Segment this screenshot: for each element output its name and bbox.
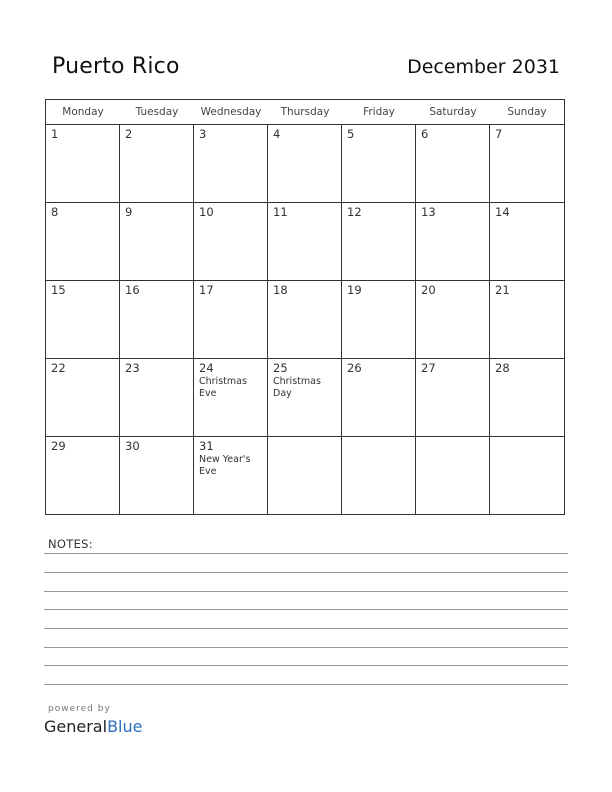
- day-cell: [490, 281, 564, 358]
- week-row: [46, 437, 564, 514]
- page-title: Puerto Rico: [52, 54, 180, 79]
- date-number: 13: [421, 205, 436, 219]
- brand-part-general: General: [44, 717, 108, 736]
- day-cell: [194, 359, 268, 436]
- week-row: [46, 203, 564, 281]
- day-cell: [342, 203, 416, 280]
- date-number: 8: [51, 205, 59, 219]
- day-cell: [490, 203, 564, 280]
- date-number: 22: [51, 361, 66, 375]
- day-cell: [490, 125, 564, 202]
- day-cell: [46, 359, 120, 436]
- day-cell: [416, 437, 490, 514]
- date-number: 11: [273, 205, 288, 219]
- day-cell: [416, 203, 490, 280]
- date-number: 4: [273, 127, 281, 141]
- powered-by-text: powered by: [48, 704, 111, 714]
- date-number: 30: [125, 439, 140, 453]
- date-number: 31: [199, 439, 214, 453]
- day-cell: [194, 437, 268, 514]
- date-number: 18: [273, 283, 288, 297]
- note-line: [44, 684, 568, 685]
- day-header-monday: Monday: [62, 106, 104, 118]
- date-number: 29: [51, 439, 66, 453]
- note-line: [44, 609, 568, 610]
- brand-part-blue: Blue: [107, 717, 143, 736]
- day-cell: [342, 125, 416, 202]
- date-number: 10: [199, 205, 214, 219]
- day-cell: [120, 359, 194, 436]
- day-cell: [490, 437, 564, 514]
- day-header-row: [46, 100, 564, 125]
- day-cell: [490, 359, 564, 436]
- day-cell: [120, 125, 194, 202]
- day-header-thursday: Thursday: [280, 106, 330, 118]
- day-cell: [194, 203, 268, 280]
- week-row: [46, 359, 564, 437]
- note-line: [44, 665, 568, 666]
- day-cell: [268, 281, 342, 358]
- date-number: 23: [125, 361, 140, 375]
- date-number: 27: [421, 361, 436, 375]
- day-header-sunday: Sunday: [507, 106, 547, 118]
- day-cell: [342, 437, 416, 514]
- day-header-saturday: Saturday: [429, 106, 477, 118]
- note-line: [44, 628, 568, 629]
- day-cell: [268, 203, 342, 280]
- day-cell: [120, 437, 194, 514]
- day-header-friday: Friday: [363, 106, 395, 118]
- date-number: 28: [495, 361, 510, 375]
- date-number: 1: [51, 127, 59, 141]
- date-number: 26: [347, 361, 362, 375]
- date-number: 24: [199, 361, 214, 375]
- date-number: 2: [125, 127, 133, 141]
- note-line: [44, 572, 568, 573]
- date-number: 3: [199, 127, 207, 141]
- day-cell: [46, 437, 120, 514]
- date-number: 12: [347, 205, 362, 219]
- day-cell: [46, 281, 120, 358]
- date-number: 25: [273, 361, 288, 375]
- notes-label: NOTES:: [48, 537, 93, 551]
- holiday-label: New Year's Eve: [199, 454, 251, 477]
- calendar-weeks: [46, 125, 564, 514]
- date-number: 7: [495, 127, 503, 141]
- day-header-wednesday: Wednesday: [200, 106, 262, 118]
- date-number: 20: [421, 283, 436, 297]
- date-number: 14: [495, 205, 510, 219]
- day-cell: [120, 203, 194, 280]
- note-line: [44, 647, 568, 648]
- day-cell: [194, 125, 268, 202]
- day-cell: [268, 125, 342, 202]
- note-line: [44, 553, 568, 554]
- date-number: 15: [51, 283, 66, 297]
- note-line: [44, 591, 568, 592]
- day-cell: [120, 281, 194, 358]
- calendar-grid: [45, 99, 565, 515]
- month-label: December 2031: [407, 56, 560, 78]
- day-cell: [268, 359, 342, 436]
- holiday-label: Christmas Day: [273, 376, 321, 399]
- day-cell: [342, 281, 416, 358]
- day-cell: [416, 125, 490, 202]
- day-cell: [342, 359, 416, 436]
- date-number: 19: [347, 283, 362, 297]
- day-cell: [416, 281, 490, 358]
- day-header-tuesday: Tuesday: [135, 106, 179, 118]
- date-number: 6: [421, 127, 429, 141]
- date-number: 16: [125, 283, 140, 297]
- week-row: [46, 125, 564, 203]
- date-number: 21: [495, 283, 510, 297]
- brand-logo[interactable]: [44, 717, 142, 736]
- holiday-label: Christmas Eve: [199, 376, 247, 399]
- day-cell: [194, 281, 268, 358]
- date-number: 17: [199, 283, 214, 297]
- day-cell: [416, 359, 490, 436]
- date-number: 5: [347, 127, 355, 141]
- day-cell: [268, 437, 342, 514]
- date-number: 9: [125, 205, 133, 219]
- day-cell: [46, 125, 120, 202]
- week-row: [46, 281, 564, 359]
- day-cell: [46, 203, 120, 280]
